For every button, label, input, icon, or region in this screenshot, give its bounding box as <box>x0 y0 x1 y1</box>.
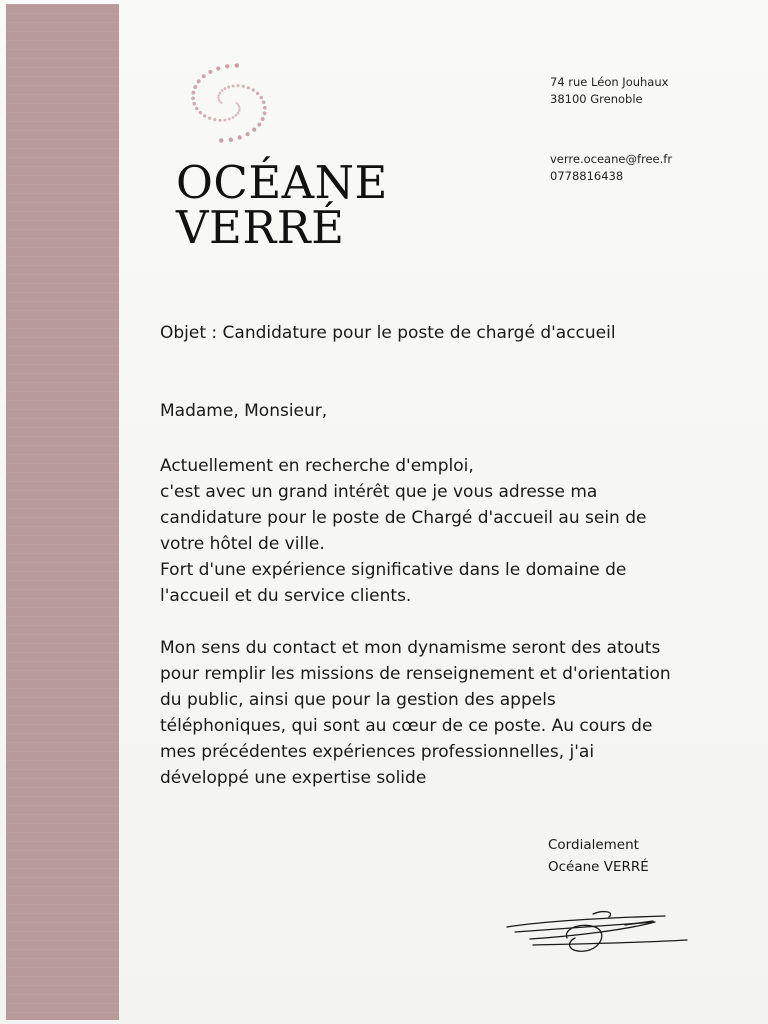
letter-subject <box>160 320 765 346</box>
body-line: Fort d'une expérience significative dans le domaine de <box>160 560 627 580</box>
sender-first-name: OCÉANE <box>176 156 388 209</box>
email-address: verre.oceane@free.fr <box>550 152 673 166</box>
signatory-name: Océane VERRÉ <box>548 859 649 875</box>
body-paragraph-2 <box>160 635 765 791</box>
letter-closing <box>548 834 649 878</box>
sender-address <box>550 74 668 108</box>
body-line: développé une expertise solide <box>160 768 427 788</box>
body-line: téléphoniques, qui sont au cœur de ce poste. Au cours de <box>160 716 653 736</box>
subject-line: Objet : Candidature pour le poste de chargé d'accueil <box>160 323 616 343</box>
sender-contact <box>550 151 672 185</box>
address-city: 38100 Grenoble <box>550 92 643 106</box>
phone-number: 0778816438 <box>550 169 624 183</box>
body-line: votre hôtel de ville. <box>160 534 325 554</box>
body-paragraph-1 <box>160 453 765 609</box>
address-street: 74 rue Léon Jouhaux <box>550 75 669 89</box>
body-line: mes précédentes expériences professionnelles, j'ai <box>160 742 595 762</box>
handwritten-signature-icon <box>505 905 695 960</box>
body-line: Actuellement en recherche d'emploi, <box>160 456 474 476</box>
sender-name <box>176 156 388 254</box>
sender-last-name: VERRÉ <box>176 201 345 254</box>
decorative-side-band <box>6 4 119 1020</box>
body-line: candidature pour le poste de Chargé d'accueil au sein de <box>160 508 647 528</box>
body-line: pour remplir les missions de renseignement et d'orientation <box>160 664 671 684</box>
letter-salutation <box>160 398 765 424</box>
body-line: c'est avec un grand intérêt que je vous adresse ma <box>160 482 598 502</box>
salutation-line: Madame, Monsieur, <box>160 401 328 421</box>
dotted-spiral-logo-icon <box>170 62 288 144</box>
body-line: Mon sens du contact et mon dynamisme seront des atouts <box>160 638 661 658</box>
body-line: l'accueil et du service clients. <box>160 586 412 606</box>
body-line: du public, ainsi que pour la gestion des appels <box>160 690 556 710</box>
closing-phrase: Cordialement <box>548 837 639 853</box>
